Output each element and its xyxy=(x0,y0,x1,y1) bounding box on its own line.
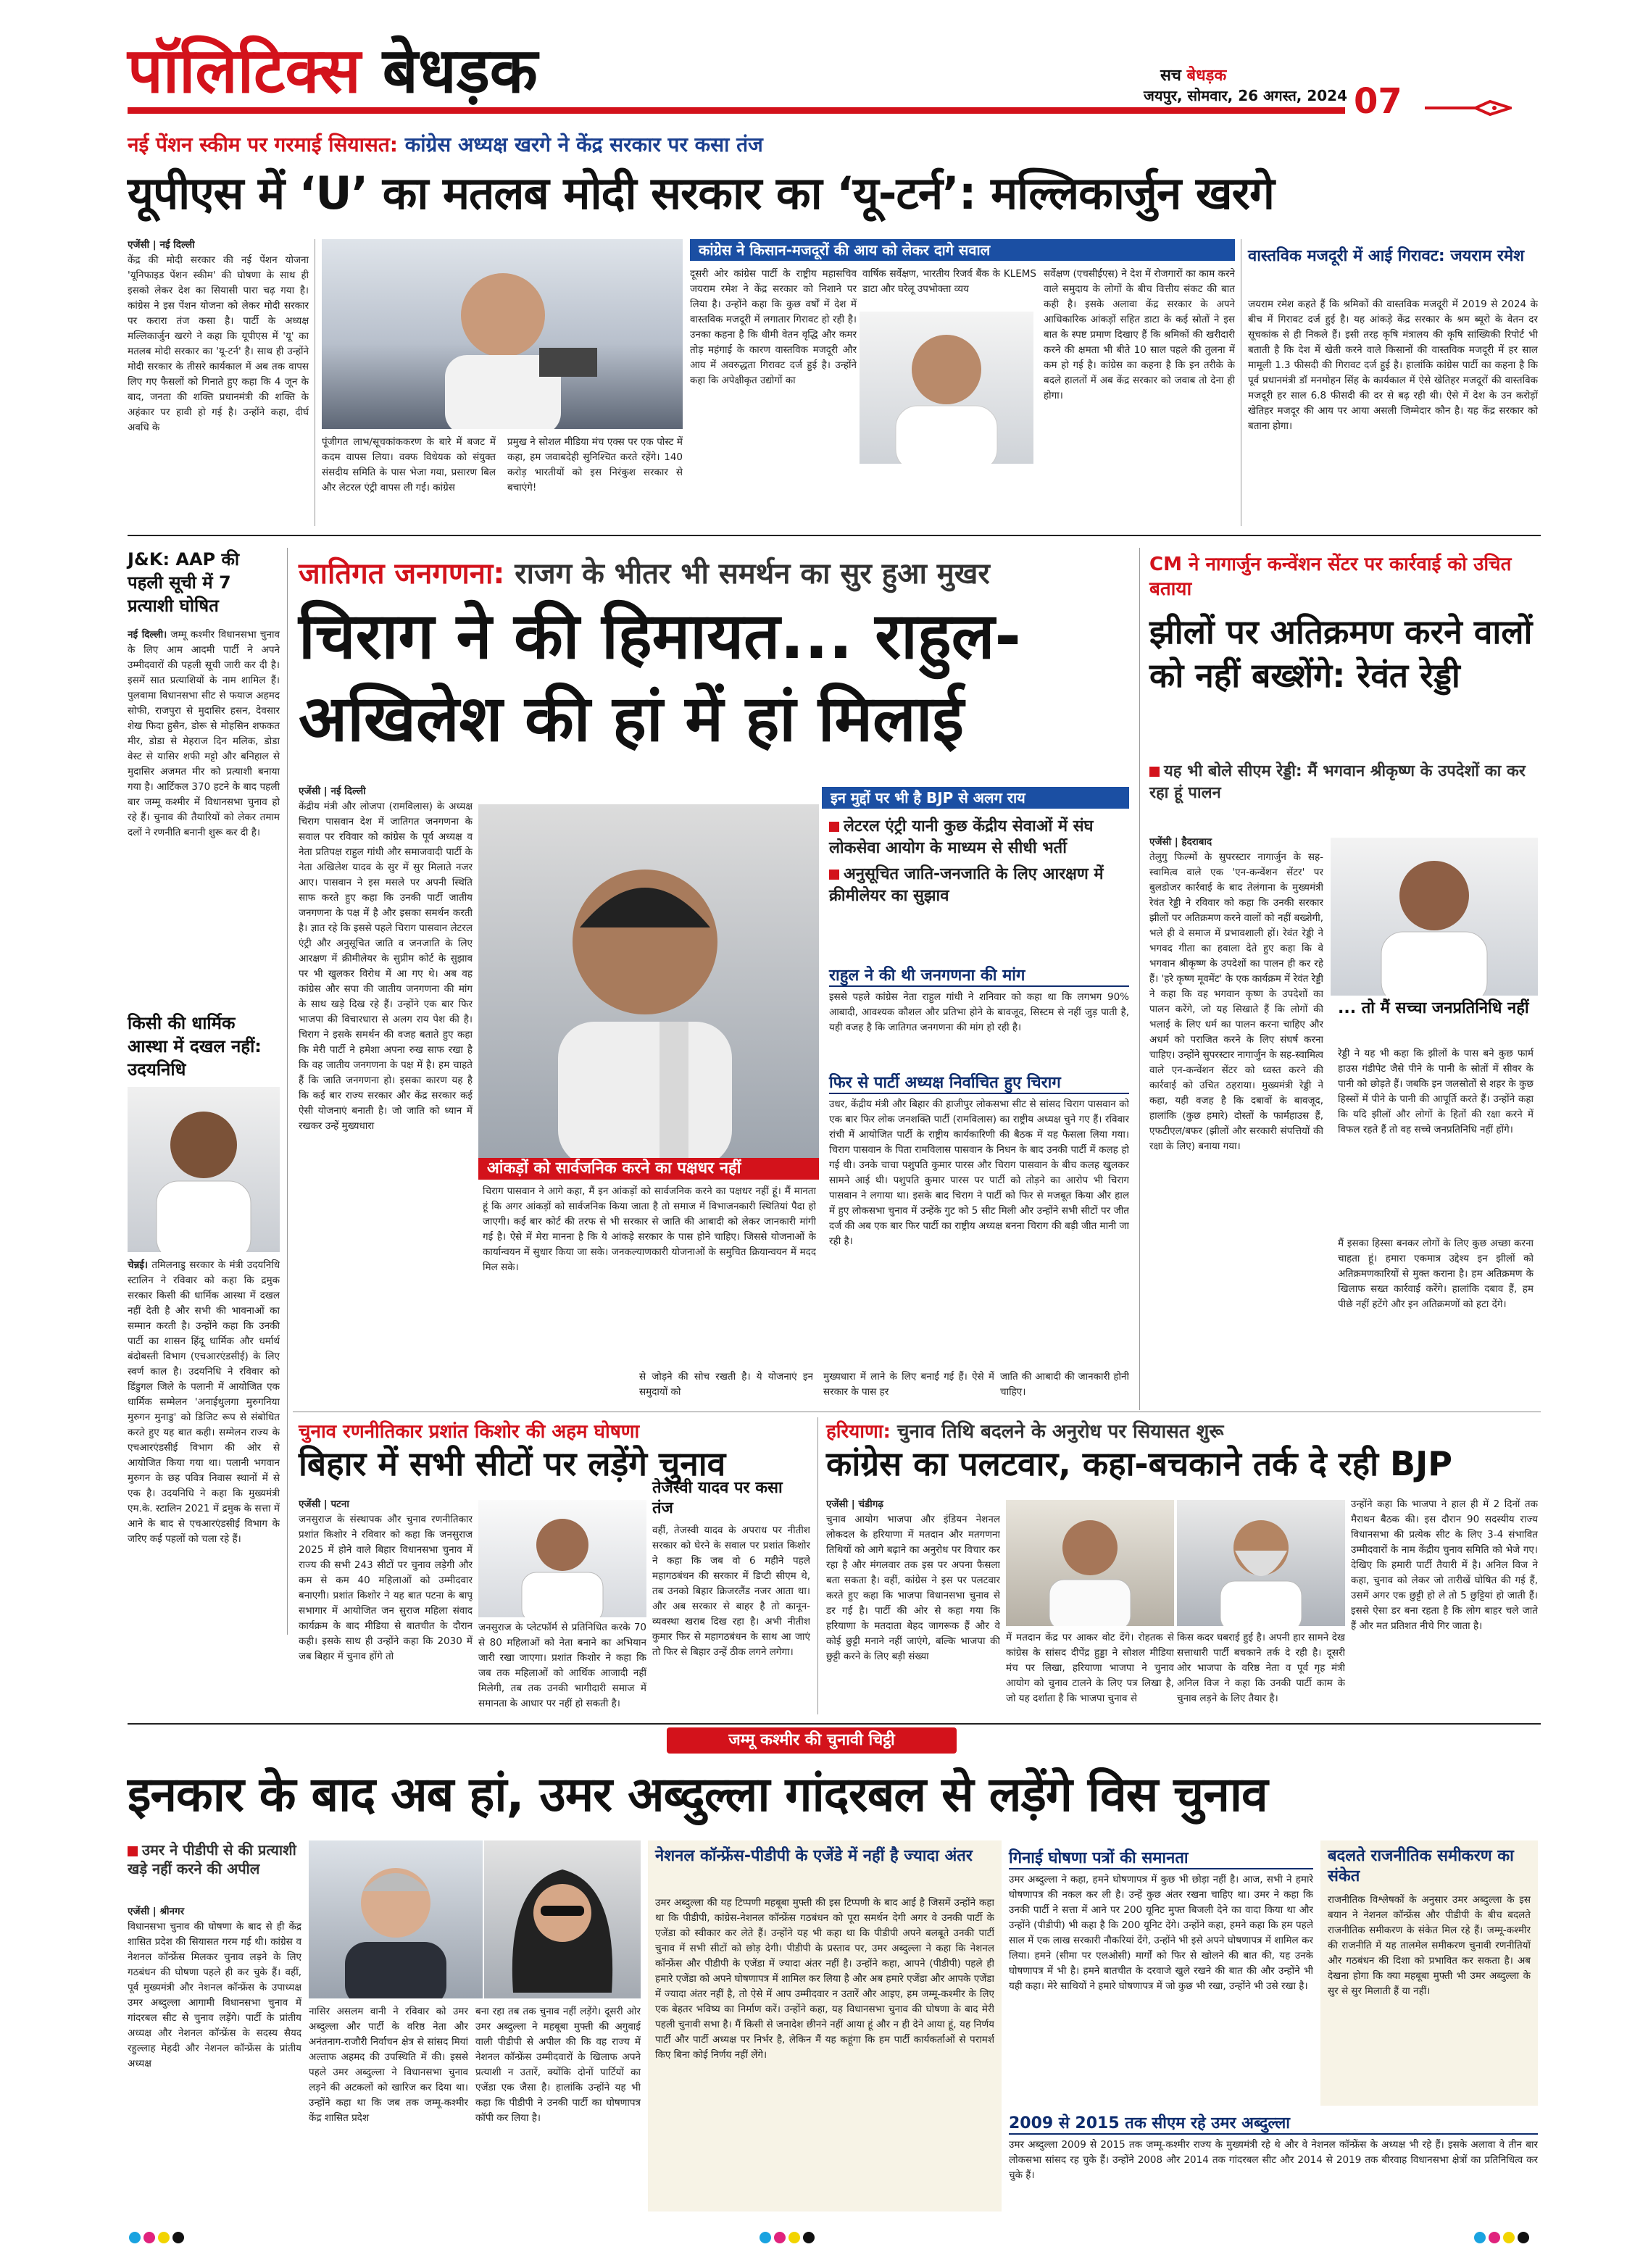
brand-logo: सच बेधड़क xyxy=(1160,67,1227,85)
haryana-col2: में मतदान केंद्र पर आकर वोट देंगे। रोहतक से कांग्रेस के सांसद दीपेंद्र हुड्डा ने सोशल मीडिया मंच पर लिखा, हरियाणा भाजपा ने चुनाव आयोग को चुनाव टालने के लिए पत्र लिखा है, जो यह दर्शाता है कि भाजपा चुनाव से xyxy=(1006,1632,1174,1704)
revanth-photo xyxy=(1331,838,1538,996)
jk-box-text: उमर अब्दुल्ला की यह टिप्पणी महबूबा मुफ्ती की इस टिप्पणी के बाद आई है जिसमें उन्होंने कहा था कि पीडीपी, कांग्रेस-नेशनल कॉन्फ्रेंस गठबंधन को पूरा समर्थन देगी अगर वे उनकी पार्टी के एजेंडा को स्वीकार कर लेते हैं। उन्होंने यह भी कहा था कि पीडीपी अपने बलबूते उनकी पार्टी चुनाव में सभी सीटों को छोड़ देगी। पीडीपी के प्रस्ताव पर, उमर अब्दुल्ला ने कहा कि नेशनल कॉन्फ्रेंस और पीडीपी के एजेंडा में ज्यादा अंतर नहीं है। उन्होंने कहा, आपने (पीडीपी) पहले ही हमारे एजेंडा को अपने घोषणापत्र में शामिल कर लिया है और अब हमारे एजेंडा और आपके एजेंडा में ज्यादा अंतर नहीं है, तो ऐसे में आप उम्मीदवार न उतारें और आइए, हम जम्मू-कश्मीर के लिए एक बेहतर भविष्य का निर्माण करें। उन्होंने कहा, यह विधानसभा चुनाव की घोषणा के बाद मेरी पहली चुनावी सभा है। मैं किसी से जनादेश छीनने नहीं आया हूं और न ही देने आया हूं, यह निर्णय पार्टी और पार्टी अध्यक्ष पर निर्भर है, लेकिन मैं यह कहूंगा कि हम पार्टी कार्यकर्ताओं से परामर्श किए बिना कोई निर्णय नहीं लेंगे। xyxy=(655,1897,994,2061)
again-box-text: उधर, केंद्रीय मंत्री और बिहार की हाजीपुर लोकसभा सीट से सांसद चिराग पासवान को एक बार फिर लोक जनशक्ति पार्टी (रामविलास) का राष्ट्रीय अध्यक्ष चुने गए हैं। रविवार रांची में आयोजित पार्टी के राष्ट्रीय कार्यकारिणी की बैठक में यह फैसला लिया गया। चिराग पासवान के पिता रामविलास पासवान के निधन के बाद उनकी पार्टी में कलह हो गई थी। उनके चाचा पशुपति कुमार पारस और चिराग पासवान के बीच कलह खुलकर सामने आई थी। पशुपति कुमार पारस पर पार्टी को तोड़ने का आरोप भी चिराग पासवान ने लगाया था। इसके बाद चिराग ने पार्टी को फिर से मजबूत किया और हाल में हुए लोकसभा चुनाव में उन्हेंके गुट को 5 सीट मिली और उन्होंने सभी सीटों पर जीत दर्ज की अब एक बार फिर पार्टी का राष्ट्रीय अध्यक्ष बनना चिराग की बड़ी जीत मानी जा रही है। xyxy=(829,1098,1129,1247)
anil-vij-photo xyxy=(1177,1500,1345,1626)
haryana-col3: किस कदर घबराई हुई है। अपनी हार सामने देख सत्ताधारी पार्टी बचकाने तर्क दे रही है। दूसरी ओर भाजपा के वरिष्ठ नेता व पूर्व गृह मंत्री अनिल विज ने कहा कि उनकी पार्टी काम के चुनाव लड़ने के लिए तैयार है। xyxy=(1177,1632,1345,1704)
jk-sub: उमर ने पीडीपी से की प्रत्याशी खड़े नहीं करने की अपील xyxy=(128,1841,296,1877)
bihar-headline: बिहार में सभी सीटों पर लड़ेंगे चुनाव xyxy=(299,1444,726,1483)
registration-marks-center xyxy=(758,2232,816,2246)
jk-headline: इनकार के बाद अब हां, उमर अब्दुल्ला गांदरबल से लड़ेंगे विस चुनाव xyxy=(128,1767,1268,1822)
prashant-photo xyxy=(478,1500,646,1617)
revanth-kicker: CM ने नागार्जुन कन्वेंशन सेंटर पर कार्रवाई को उचित बताया xyxy=(1149,554,1512,600)
census-kicker: जातिगत जनगणना: राजग के भीतर भी समर्थन का सुर हुआ मुखर xyxy=(299,557,990,591)
jk-aap-headline: J&K: AAP की पहली सूची में 7 प्रत्याशी घोषित xyxy=(128,549,240,616)
page-number: 07 xyxy=(1354,81,1402,122)
bullet-icon xyxy=(829,870,839,880)
udhayanidhi-photo xyxy=(128,1087,280,1252)
box-point: लेटरल एंट्री यानी कुछ केंद्रीय सेवाओं में संघ लोकसेवा आयोग के माध्यम से सीधी भर्ती xyxy=(829,817,1094,857)
mehbooba-photo xyxy=(484,1840,641,1998)
jk-col3: बना रहा तब तक चुनाव नहीं लड़ेंगे। दूसरी ओर उमर अब्दुल्ला ने महबूबा मुफ्ती की अगुवाई वाली पीडीपी से अपील की कि वह राज्य में नेशनल कॉन्फ्रेंस उम्मीदवारों के खिलाफ अपने प्रत्याशी न उतारें, क्योंकि दोनों पार्टियों का एजेंडा एक जैसा है। हालांकि उन्होंने यह भी कहा कि पीडीपी ने उनकी पार्टी का घोषणापत्र कॉपी कर लिया है। xyxy=(475,2006,641,2124)
bihar-col1: एजेंसी | पटना जनसुराज के संस्थापक और चुनाव रणनीतिकार प्रशांत किशोर ने रविवार को कहा कि जनसुराज 2025 में होने वाले बिहार विधानसभा चुनाव में राज्य की सभी 243 सीटों पर चुनाव लड़ेगी और कम से कम 40 महिलाओं को उम्मीदवार बनाएगी। प्रशांत किशोर ने यह बात पटना के बापू सभागार में आयोजित जन सुराज महिला संवाद कार्यक्रम के बाद मीडिया से बातचीत के दौरान कही। इसके साथ ही उन्होंने कहा कि 2030 में जब बिहार में चुनाव होंगे तो xyxy=(299,1498,473,1662)
udhay-text: चेन्नई। तमिलनाडु सरकार के मंत्री उदयनिधि स्टालिन ने रविवार को कहा कि द्रमुक सरकार किसी की धार्मिक आस्था में दखल नहीं देती है और सभी की भावनाओं का सम्मान करती है। उन्होंने कहा कि उनकी पार्टी का शासन हिंदू धार्मिक और धर्मार्थ बंदोबस्ती विभाग (एचआरएंडसीई) के लिए स्वर्ण काल है। उदयनिधि ने रविवार को डिंडुगल जिले के पलानी में आयोजित एक धार्मिक सम्मेलन 'अनाईथुलगा मुरुगनिया मुरुगन मुनाडु' को डिजिट रूप से संबोधित करते हुए यह बात कही। सम्मेलन राज्य के एचआरएंडसीई विभाग की ओर से आयोजित किया गया था। पलानी भगवान मुरुगन के छह पवित्र निवास स्थानों में से एक है। उदयनिधि ने कहा कि मुख्यमंत्री एम.के. स्टालिन 2021 में द्रमुक के सत्ता में आने के बाद से एचआरएंडसीई विभाग के जरिए कई पहलों को चला रहे हैं। xyxy=(128,1259,280,1545)
column-rule xyxy=(817,1417,818,1714)
cm-title: 2009 से 2015 तक सीएम रहे उमर अब्दुल्ला xyxy=(1009,2111,1538,2135)
revanth-headline: झीलों पर अतिक्रमण करने वालों को नहीं बख्शेंगे: रेवंत रेड्डी xyxy=(1149,612,1533,695)
data-public-text: चिराग पासवान ने आगे कहा, मैं इन आंकड़ों को सार्वजनिक करने का पक्षधर नहीं हूं। मैं मानता हूं कि अगर आंकड़ों को सार्वजनिक किया जाता है तो समाज में विभाजनकारी स्थितियां पैदा हो जाएगी। कई बार कोर्ट की तरफ से भी सरकार से जाति की आबादी को लेकर जानकारी मांगी गई है। ऐसे में मेरा मानना है कि ये आंकड़े सरकार के पास होने चाहिए। जिससे योजनाओं के कार्यान्वयन में सुधार किया जा सके। जनकल्याणकारी योजनाओं के समुचित क्रियान्वयन में मदद मिल सके। xyxy=(483,1185,816,1273)
census-box-title: इन मुद्दों पर भी है BJP से अलग राय xyxy=(822,787,1129,809)
rahul-box-title: राहुल ने की थी जनगणना की मांग xyxy=(829,964,1129,987)
haryana-kicker: हरियाणा: चुनाव तिथि बदलने के अनुरोध पर सियासत शुरू xyxy=(826,1421,1224,1443)
masthead-title-red: पॉलिटिक्स xyxy=(128,35,361,107)
again-box-title: फिर से पार्टी अध्यक्ष निर्वाचित हुए चिराग xyxy=(829,1071,1129,1094)
tejashwi-text: वहीं, तेजस्वी यादव के अपराध पर नीतीश सरकार को घेरने के सवाल पर प्रशांत किशोर ने कहा कि जब वो 6 महीने पहले महागठबंधन की सरकार में डिप्टी सीएम थे, तब उनको बिहार क्रिजरलैंड नजर आता था। और अब सरकार से बाहर है तो कानून-व्यवस्था खराब दिख रहा है। अभी नीतीश कुमार फिर से महागठबंधन के साथ आ जाएं तो फिर से बिहार उन्हें ठीक लगने लगेगा। xyxy=(652,1525,810,1658)
bihar-kicker: चुनाव रणनीतिकार प्रशांत किशोर की अहम घोषणा xyxy=(299,1421,640,1443)
registration-marks-left xyxy=(128,2232,186,2246)
side-box-text: राजनीतिक विश्लेषकों के अनुसार उमर अब्दुल्ला के इस बयान ने नेशनल कॉन्फ्रेंस और पीडीपी के बीच बदलते राजनीतिक समीकरण के संकेत मिल रहे हैं। जम्मू-कश्मीर की राजनीति में यह तालमेल समीकरण चुनावी रणनीतियों और गठबंधन की दिशा को प्रभावित कर सकता है। अब देखना होगा कि क्या महबूबा मुफ्ती भी उमर अब्दुल्ला के सुर से सुर मिलाती हैं या नहीं। xyxy=(1328,1894,1531,1997)
lead-col3: प्रमुख ने सोशल मीडिया मंच एक्स पर एक पोस्ट में कहा, हम जवाबदेही सुनिश्चित करते रहेंगे। 140 करोड़ भारतीयों को इस निरंकुश सरकार से बचाएंगे! xyxy=(507,436,683,493)
lead-side-title: वास्तविक मजदूरी में आई गिरावट: जयराम रमेश xyxy=(1248,247,1525,265)
lead-sub-col1: दूसरी ओर कांग्रेस पार्टी के राष्ट्रीय महासचिव जयराम रमेश ने केंद्र सरकार को निशाने पर लिया है। उन्होंने कहा कि कुछ वर्षों में देश में वास्तविक मजदूरी में लगातार गिरावट हो रही है। उनका कहना है कि धीमी वेतन वृद्धि और कमर तोड़ महंगाई के कारण वास्तविक मजदूरी और आय में अवरुद्धता गिरावट दर्ज हुई है। उन्होंने कहा कि अपेक्षीकृत उद्योगों का xyxy=(690,268,857,386)
tejashwi-title: तेजस्वी यादव पर कसा तंज xyxy=(652,1479,783,1517)
revanth-box-title: ... तो मैं सच्चा जनप्रतिनिधि नहीं xyxy=(1338,999,1529,1017)
lead-sub-bar: कांग्रेस ने किसान-मजदूरों की आय को लेकर दागे सवाल xyxy=(690,239,1235,261)
lead-col2: पूंजीगत लाभ/सूचकांककरण के बारे में बजट में कदम वापस लिया। वक्फ विधेयक को संयुक्त संसदीय समिति के पास भेजा गया, प्रसारण बिल और लेटरल एंट्री वापस ली गई। कांग्रेस xyxy=(322,436,496,493)
manifesto-text: उमर अब्दुल्ला ने कहा, हमने घोषणापत्र में कुछ भी छोड़ा नहीं है। आज, सभी ने हमारे घोषणापत्र की नकल कर ली है। उन्हें कुछ अंतर रखना चाहिए था। उमर ने कहा कि उनकी पार्टी ने सत्ता में आने पर 200 यूनिट मुफ्त बिजली देने का वादा किया था और उन्होंने (पीडीपी) भी कहा है कि 200 यूनिट देंगे। उन्होंने कहा, हमने कहा कि हम पहले साल में एक लाख सरकारी नौकरियां देंगे, उन्होंने भी इसे अपने घोषणापत्र में शामिल कर लिया। हमने (सीमा पर एलओसी) मार्गों को फिर से खोलने की बात की, यह उनके घोषणापत्र में भी है। हमने बातचीत के दरवाजे खुले रखने की बात की और उन्होंने भी यही कहा। मेरे साथियों ने हमारे घोषणापत्र में जो कुछ भी रखा, उन्होंने भी उसे रखा है। xyxy=(1009,1874,1313,1992)
jk-aap-text: नई दिल्ली। जम्मू कश्मीर विधानसभा चुनाव के लिए आम आदमी पार्टी ने अपने उम्मीदवारों की पहली सूची जारी कर दी है। इसमें सात प्रत्याशियों के नाम शामिल हैं। पुलवामा विधानसभा सीट से फयाज अहमद सोफी, राजपुरा से मुदासिर हसन, देवसार शेख फिदा हुसैन, डोरू से मोहसिन शफकत मीर, डोडा से मेहराज दिन मलिक, डोडा वेस्ट से यासिर शफी मट्टो और बनिहाल से मुदासिर अजमत मीर को प्रत्याशी बनाया गया है। आर्टिकल 370 हटने के बाद पहली बार जम्मू कश्मीर में विधानसभा चुनाव हो रहे हैं। चुनाव की तैयारियों को लेकर तमाम दलों ने रणनीति बनानी शुरू कर दी है। xyxy=(128,629,280,838)
lead-kicker: नई पेंशन स्कीम पर गरमाई सियासत: कांग्रेस अध्यक्ष खरगे ने केंद्र सरकार पर कसा तंज xyxy=(128,133,763,157)
cm-text: उमर अब्दुल्ला 2009 से 2015 तक जम्मू-कश्मीर राज्य के मुख्यमंत्री रहे थे और वे नेशनल कॉन्फ्रेंस के अध्यक्ष भी रहे हैं। इसके अलावा वे तीन बार लोकसभा सांसद रह चुके हैं। उन्होंने 2008 और 2014 तक गांदरबल सीट और 2014 से 2019 तक बीरवाह विधानसभा क्षेत्रों का प्रतिनिधित्व कर चुके हैं। xyxy=(1009,2139,1538,2181)
bihar-col2: जनसुराज के प्लेटफॉर्म से प्रतिनिधित करके 70 से 80 महिलाओं को नेता बनाने का अभियान जारी रखा जाएगा। प्रशांत किशोर ने कहा कि जब तक महिलाओं को आर्थिक आजादी नहीं मिलेगी, तब तक उनकी भागीदारी समाज में समानता के आधार पर नहीं हो सकती है। xyxy=(478,1622,646,1709)
omar-photo xyxy=(309,1840,483,1998)
census-col1: एजेंसी | नई दिल्ली केंद्रीय मंत्री और लोजपा (रामविलास) के अध्यक्ष चिराग पासवान देश में जातिगत जनगणना के सवाल पर रविवार को कांग्रेस के पूर्व अध्यक्ष व नेता प्रतिपक्ष राहुल गांधी और समाजवादी पार्टी के नेता अखिलेश यादव के सुर में सुर मिलाते नजर आए। पासवान ने इस मसले पर अपनी स्थिति साफ करते हुए कहा कि उनकी पार्टी जातीय जनगणना के पक्ष में है और इसका समर्थन करती है। ज्ञात रहे कि इससे पहले चिराग पासवान लेटरल एंट्री और अनुसूचित जाति व जनजाति के लिए आरक्षण में क्रीमीलेयर के सुप्रीम कोर्ट के सुझाव पर भी खुलकर विरोध में आ गए थे। अब वह कांग्रेस और सपा की जातीय जनगणना की मांग के साथ खड़े दिख रहे हैं। उन्होंने एक बार फिर भाजपा की विचारधारा से अलग राय पेश की है। चिराग ने इसके समर्थन की वजह बताते हुए कहा कि मेरी पार्टी ने हमेशा अपना रुख साफ रखा है कि वह जातीय जनगणना के पक्ष में है। हम चाहते हैं कि जाति जनगणना हो। इसका कारण यह है कि कई बार राज्य सरकार और केंद्र सरकार कई ऐसी योजनाएं बनाती है। जो जाति को ध्यान में रखकर उन्हें मुख्यधारा xyxy=(299,785,473,1132)
manifesto-title: गिनाई घोषणा पत्रों की समानता xyxy=(1009,1846,1313,1869)
bullet-icon xyxy=(1149,767,1160,777)
column-rule xyxy=(1139,548,1140,1410)
registration-marks-right xyxy=(1473,2232,1531,2246)
census-headline-1: चिराग ने की हिमायत... राहुल- xyxy=(299,599,1021,673)
bullet-icon xyxy=(128,1846,138,1856)
data-public-bar: आंकड़ों को सार्वजनिक करने का पक्षधर नहीं xyxy=(478,1158,819,1180)
haryana-headline: कांग्रेस का पलटवार, कहा-बचकाने तर्क दे रही BJP xyxy=(826,1444,1452,1483)
jk-box-title: नेशनल कॉन्फ्रेंस-पीडीपी के एजेंडे में नहीं है ज्यादा अंतर xyxy=(655,1847,973,1865)
column-rule xyxy=(287,548,288,1635)
pen-icon xyxy=(1425,97,1512,122)
section-divider xyxy=(128,1723,1541,1725)
revanth-sub: यह भी बोले सीएम रेड्डी: मैं भगवान श्रीकृष्ण के उपदेशों का कर रहा हूं पालन xyxy=(1149,762,1526,802)
masthead-rule xyxy=(128,107,1345,114)
lead-sub-col2: वार्षिक सर्वेक्षण, भारतीय रिजर्व बैंक के KLEMS डाटा और घरेलू उपभोक्ता व्यय xyxy=(862,268,1036,295)
census-headline-2: अखिलेश की हां में हां मिलाई xyxy=(299,681,964,756)
jk-col2: नासिर असलम वानी ने रविवार को उमर अब्दुल्ला और पार्टी के वरिष्ठ नेता और अनंतनाग-राजौरी निर्वाचन क्षेत्र से सांसद मियां अल्ताफ अहमद की उपस्थिति में की। इससे पहले उमर अब्दुल्ला ने विधानसभा चुनाव लड़ने की अटकलों को खारिज कर दिया था। उन्होंने कहा था कि जब तक जम्मू-कश्मीर केंद्र शासित प्रदेश xyxy=(309,2006,468,2124)
haryana-col1: एजेंसी | चंडीगढ़ चुनाव आयोग भाजपा और इंडियन नेशनल लोकदल के हरियाणा में मतदान और मतगणना तिथियों को आगे बढ़ाने का अनुरोध पर विचार कर रहा है और मंगलवार तक इस पर अपना फैसला बता सकता है। वहीं, कांग्रेस ने इस पर पलटवार करते हुए कहा कि भाजपा विधानसभा चुनाव से डर गई है। पार्टी की ओर से कहा गया कि हरियाणा के मतदाता बेहद जागरूक हैं और वे कोई छुट्टी मनाने नहीं जाएंगे, बल्कि भाजपा की छुट्टी करने के लिए बड़ी संख्या xyxy=(826,1498,1000,1662)
lead-sub-col3: सर्वेक्षण (एचसीईएस) ने देश में रोजगारों का काम करने वाले समुदाय के लोगों के बीच वित्तीय संकट की बात कही है। इसके अलावा केंद्र सरकार के अपने आधिकारिक आंकड़ों सहित डाटा के कई स्रोतों ने इस बात के स्पष्ट प्रमाण दिखाए हैं कि श्रमिकों की खरीदारी करने की क्षमता भी बीते 10 साल पहले की तुलना में कम हो गई है। कांग्रेस का कहना है कि इन तरीके के बदले हालतों में अब केंद्र सरकार को जवाब तो देना ही होगा। xyxy=(1044,268,1235,401)
rahul-box-text: इससे पहले कांग्रेस नेता राहुल गांधी ने शनिवार को कहा था कि लगभग 90% आबादी, आवश्यक कौशल और प्रतिभा होने के बावजूद, सिस्टम से नहीं जुड़ पाती है, यही वजह है कि जातिगत जनगणना की मांग हो रही है। xyxy=(829,991,1129,1033)
census-col-b2: मुख्यधारा में लाने के लिए बनाई गई हैं। ऐसे में सरकार के पास हर xyxy=(823,1371,994,1398)
box-point: अनुसूचित जाति-जनजाति के लिए आरक्षण में क्रीमीलेयर का सुझाव xyxy=(829,865,1104,905)
jk-col1: एजेंसी | श्रीनगर विधानसभा चुनाव की घोषणा के बाद से ही केंद्र शासित प्रदेश की सियासत गरम गई थी। कांग्रेस व नेशनल कॉन्फ्रेंस मिलकर चुनाव लड़ने के लिए गठबंधन की घोषणा पहले ही कर चुके हैं। वहीं, पूर्व मुख्यमंत्री और नेशनल कॉन्फ्रेंस के उपाध्यक्ष उमर अब्दुल्ला आगामी विधानसभा चुनाव में गांदरबल सीट से चुनाव लड़ेंगे। पार्टी के प्रांतीय अध्यक्ष और नेशनल कॉन्फ्रेंस के सदस्य सैयद रहुल्लाह मेहदी और नेशनल कॉन्फ्रेंस के प्रांतीय अध्यक्ष xyxy=(128,1906,301,2069)
masthead-title-black: बेधड़क xyxy=(382,35,538,107)
revanth-box-text: रेड्डी ने यह भी कहा कि झीलों के पास बने कुछ फार्म हाउस गंडीपेट जैसे पीने के पानी के स्रोतों में सीवर के पानी को छोड़ते हैं। जबकि इन जलस्रोतों से शहर के कुछ हिस्सों में पीने के पानी की आपूर्ति करते हैं। उन्होंने कहा कि यदि झीलों और लोगों के हितों की रक्षा करने में विफल रहते हैं तो वह सच्चे जनप्रतिनिधि नहीं होंगे। xyxy=(1338,1048,1534,1135)
bullet-icon xyxy=(829,822,839,832)
revanth-box-text-2: मैं इसका हिस्सा बनकर लोगों के लिए कुछ अच्छा करना चाहता हूं। हमारा एकमात्र उद्देश्य इन झीलों को अतिक्रमणकारियों से मुक्त कराना है। हम अतिक्रमण के खिलाफ सख्त कार्रवाई करेंगे। हालांकि दबाव हैं, हम पीछे नहीं हटेंगे और इन अतिक्रमणों को हटा देंगे। xyxy=(1338,1238,1534,1310)
dateline: जयपुर, सोमवार, 26 अगस्त, 2024 xyxy=(1144,87,1347,104)
deepender-photo xyxy=(1006,1500,1174,1626)
jairam-photo xyxy=(860,312,1033,464)
side-box-title: बदलते राजनीतिक समीकरण का संकेत xyxy=(1328,1847,1514,1885)
census-box-points xyxy=(829,816,1128,907)
udhay-headline: किसी की धार्मिक आस्था में दखल नहीं: उदयनिधि xyxy=(128,1013,262,1080)
lead-side-text: जयराम रमेश कहते हैं कि श्रमिकों की वास्तविक मजदूरी में 2019 से 2024 के बीच में गिरावट दर्ज हुई है। यह आंकड़े केंद्र सरकार के श्रम ब्यूरो के वेतन दर सूचकांक से ही निकले हैं। इसी तरह कृषि मंत्रालय की कृषि सांख्यिकी रिपोर्ट भी बताती है कि देश में खेती करने वाले किसानों की वास्तविक मजदूरी में हर साल मामूली 1.3 फीसदी की गिरावट दर्ज हुई है। हालांकि कांग्रेस पार्टी का कहना है कि पूर्व प्रधानमंत्री डॉ मनमोहन सिंह के कार्यकाल में ऐसे खेतिहर मजदूरों की वास्तविक मजदूरी हर साल 6.8 फीसदी की दर से बढ़ रही थी। ऐसे में देश के उन करोड़ों खेतिहर मजदूर की आय पर आया असली जिम्मेदार कौन है। यह केंद्र सरकार को बताना होगा। xyxy=(1248,299,1538,432)
chirag-photo xyxy=(478,804,819,1158)
lead-col1: एजेंसी | नई दिल्ली केंद्र की मोदी सरकार की नई पेंशन योजना 'यूनिफाइड पेंशन स्कीम' की घोषणा के साथ ही इसको लेकर देश का सियासी पारा चढ़ गया है। कांग्रेस ने इस पेंशन योजना को लेकर मोदी सरकार पर करारा तंज कसा है। पार्टी के अध्यक्ष मल्लिकार्जुन खरगे ने कहा कि यूपीएस में 'यू' का मतलब मोदी सरकार का 'यू-टर्न' है। साथ ही उन्होंने मोदी सरकार के तीसरे कार्यकाल में अब तक वापस लिए गए फैसलों को गिनाते हुए कहा कि 4 जून के बाद, जनता की शक्ति प्रधानमंत्री की शक्ति के अहंकार पर हावी हो गई है। उन्होंने कहा, दीर्घ अवधि के xyxy=(128,239,309,433)
masthead xyxy=(128,32,1541,125)
census-col-b1: से जोड़ने की सोच रखती है। ये योजनाएं इन समुदायों को xyxy=(639,1371,813,1398)
haryana-col4: उन्होंने कहा कि भाजपा ने हाल ही में 2 दिनों तक मैराथन बैठक की। इस दौरान 90 सदस्यीय राज्य विधानसभा की प्रत्येक सीट के लिए 3-4 संभावित उम्मीदवारों के नाम केंद्रीय चुनाव समिति को भेजे गए। देखिए कि हमारी पार्टी तैयारी में है। अनिल विज ने कहा, चुनाव को लेकर जो तारीखें घोषित की गई हैं, उसमें अगर एक छुट्टी हो ले तो 5 छुट्टियां हो जाती हैं। इससे ऐसा डर बना रहता है कि लोग बाहर चले जाते हैं और मत प्रतिशत नीचे गिर जाता है। xyxy=(1351,1498,1538,1632)
jk-tag: जम्मू कश्मीर की चुनावी चिट्ठी xyxy=(667,1727,957,1754)
revanth-text: एजेंसी | हैदराबाद तेलुगु फिल्मों के सुपरस्टार नागार्जुन के सह-स्वामित्व वाले एक 'एन-कन्वेंशन सेंटर' पर बुलडोजर कार्रवाई के बाद तेलंगाना के मुख्यमंत्री रेवंत रेड्डी ने रविवार को कहा कि उनकी सरकार झीलों पर अतिक्रमण करने वालों को नहीं बख्शेगी, भले ही वे समाज में प्रभावशाली हों। रेवंत रेड्डी ने भगवद गीता का हवाला देते हुए कहा कि वे भगवान श्रीकृष्ण के उपदेशों का पालन ही कर रहे हैं। 'हरे कृष्ण मूवमेंट' के एक कार्यक्रम में रेवंत रेड्डी ने कहा कि वह भगवान कृष्ण के उपदेशों का पालन करेंगे, जो यह सिखाते हैं कि लोगों की भलाई के लिए धर्म का पालन करना चाहिए और अधर्म को पराजित करने के लिए संघर्ष करना चाहिए। उन्होंने सुपरस्टार नागार्जुन के सह-स्वामित्व वाले एन-कन्वेंशन सेंटर को ध्वस्त करने की कार्रवाई को उचित ठहराया। मुख्यमंत्री रेड्डी ने कहा, यही वजह है कि दबावों के बावजूद, हालांकि (कुछ हमारे) दोस्तों के फार्महाउस हैं, एफटीएल/बफर (झीलों और सरकारी संपत्तियों की रक्षा के लिए) बनाया गया। xyxy=(1149,836,1323,1152)
masthead-title xyxy=(128,35,538,107)
section-divider xyxy=(128,535,1541,536)
kharge-photo xyxy=(322,239,683,429)
census-col-b3: जाति की आबादी की जानकारी होनी चाहिए। xyxy=(1000,1371,1129,1398)
lead-headline: यूपीएस में ‘U’ का मतलब मोदी सरकार का ‘यू-टर्न’: मल्लिकार्जुन खरगे xyxy=(128,167,1274,220)
